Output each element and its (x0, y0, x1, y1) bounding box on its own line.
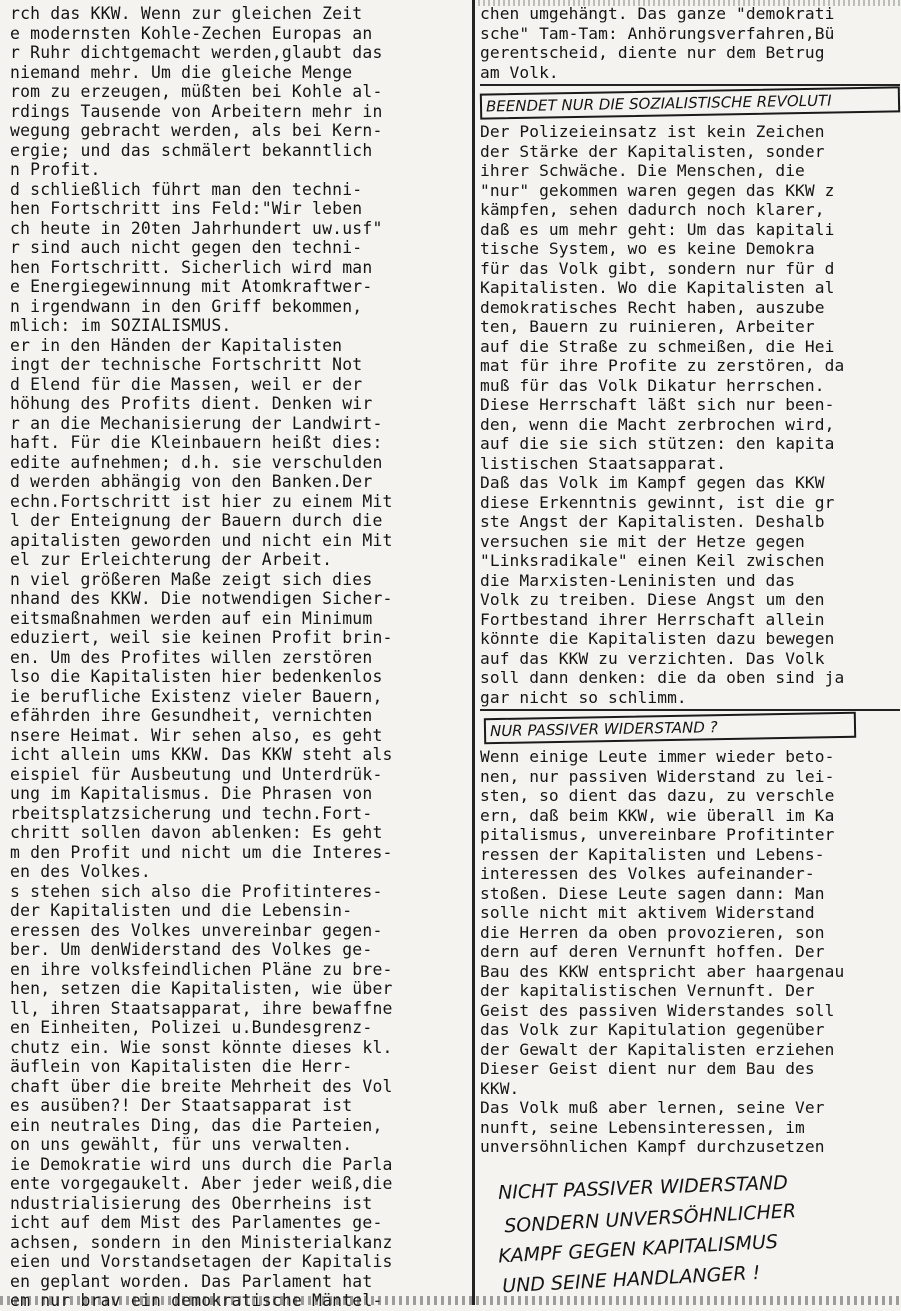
text-line: der Stärke der Kapitalisten, sonder (480, 141, 825, 161)
text-line: ung im Kapitalismus. Die Phrasen von (10, 784, 373, 803)
text-line: en ihre volksfeindlichen Pläne zu bre- (10, 959, 393, 979)
text-line: listischen Staatsapparat. (480, 453, 727, 473)
text-line: chaft über die breite Mehrheit des Vol (10, 1076, 393, 1096)
slogan-line: KAMPF GEGEN KAPITALISMUS (497, 1230, 779, 1268)
text-line: ste Angst der Kapitalisten. Deshalb (480, 512, 825, 531)
text-line: hen Fortschritt. Sicherlich wird man (10, 257, 373, 277)
text-line: Das Volk muß aber lernen, seine Ver (480, 1098, 825, 1117)
column-divider (472, 0, 475, 1305)
text-line: die Herren da oben provozieren, son (480, 922, 825, 942)
text-line: solle nicht mit aktivem Widerstand (480, 903, 815, 922)
text-line: ll, ihren Staatsapparat, ihre bewaffne (10, 998, 393, 1018)
text-line: rbeitsplatzsicherung und techn.Fort- (10, 803, 373, 823)
text-line: on uns gewählt, für uns verwalten. (10, 1135, 353, 1154)
text-line: niemand mehr. Um die gleiche Menge (10, 62, 353, 82)
text-line: Kapitalisten. Wo die Kapitalisten al (480, 278, 835, 297)
text-line: der Gewalt der Kapitalisten erziehen (480, 1039, 835, 1059)
text-line: höhung des Profits dient. Denken wir (10, 394, 373, 413)
text-line: ingt der technische Fortschritt Not (10, 355, 363, 374)
section-heading-passive-resistance: NUR PASSIVER WIDERSTAND ? (484, 712, 856, 744)
text-line: hen, setzen die Kapitalisten, wie über (10, 979, 393, 998)
text-line: eressen des Volkes unvereinbar gegen- (10, 920, 383, 940)
text-line: Fortbestand ihrer Herrschaft allein (480, 609, 825, 629)
text-line: kämpfen, sehen dadurch noch klarer, (480, 200, 825, 219)
text-line: interessen des Volkes aufeinander- (480, 864, 815, 883)
text-line: ie berufliche Existenz vieler Bauern, (10, 686, 383, 706)
text-line: ihrer Schwäche. Die Menschen, die (480, 161, 805, 180)
text-line: Geist des passiven Widerstandes soll (480, 1000, 835, 1020)
text-line: daß es um mehr geht: Um das kapitali (480, 219, 835, 239)
text-line: e modernsten Kohle-Zechen Europas an (10, 23, 373, 43)
left-column (10, 4, 468, 1310)
text-line: soll dann denken: die da oben sind ja (480, 668, 845, 687)
text-line: achsen, sondern in den Ministerialkanz (10, 1232, 393, 1252)
section-heading-revolution: BEENDET NUR DIE SOZIALISTISCHE REVOLUTI (480, 86, 900, 119)
text-line: d Elend für die Massen, weil er der (10, 374, 363, 394)
text-line: icht auf dem Mist des Parlamentes ge- (10, 1213, 383, 1232)
text-line: l der Enteignung der Bauern durch die (10, 511, 383, 530)
section-passive-resistance-body (480, 747, 900, 1157)
text-line: die Marxisten-Leninisten und das (480, 570, 796, 590)
text-line: eitsmaßnahmen werden auf ein Minimum (10, 608, 373, 628)
text-line: pitalismus, unvereinbare Profitinter (480, 825, 835, 844)
text-line: "nur" gekommen waren gegen das KKW z (480, 180, 835, 200)
text-line: ndustrialisierung des Oberrheins ist (10, 1193, 373, 1213)
text-line: rdings Tausende von Arbeitern mehr in (10, 101, 383, 121)
text-line: Wenn einige Leute immer wieder beto- (480, 747, 835, 766)
section-rule (480, 709, 900, 711)
text-line: r Ruhr dichtgemacht werden,glaubt das (10, 43, 383, 62)
text-line: eduziert, weil sie keinen Profit brin- (10, 628, 393, 647)
section-revolution-body (480, 122, 900, 707)
text-line: Dieser Geist dient nur dem Bau des (480, 1059, 815, 1078)
text-line: "Linksradikale" einen Keil zwischen (480, 551, 825, 570)
text-line: dern auf deren Vernunft hoffen. Der (480, 942, 825, 961)
text-line: ern, daß beim KKW, wie überall im Ka (480, 805, 835, 825)
text-line: es ausüben?! Der Staatsapparat ist (10, 1096, 353, 1115)
text-line: wegung gebracht werden, als bei Kern- (10, 121, 383, 140)
text-line: d schließlich führt man den techni- (10, 179, 363, 199)
text-line: r sind auch nicht gegen den techni- (10, 238, 363, 257)
text-line: rom zu erzeugen, müßten bei Kohle al- (10, 82, 383, 101)
slogan-line: UND SEINE HANDLANGER ! (501, 1261, 761, 1297)
text-line: demokratisches Recht haben, auszube (480, 297, 825, 317)
text-line: versuchen sie mit der Hetze gegen (480, 531, 805, 551)
text-line: sten, so dient das dazu, zu verschle (480, 786, 835, 805)
text-line: auf das KKW zu verzichten. Das Volk (480, 648, 825, 668)
text-line: sche" Tam-Tam: Anhörungsverfahren,Bü (480, 23, 835, 43)
text-line: eispiel für Ausbeutung und Unterdrük- (10, 764, 383, 784)
text-line: Daß das Volk im Kampf gegen das KKW (480, 473, 825, 492)
text-line: Diese Herrschaft läßt sich nur been- (480, 395, 835, 414)
text-line: chen umgehängt. Das ganze "demokrati (480, 4, 835, 23)
text-line: KKW. (480, 1078, 520, 1098)
text-line: der kapitalistischen Vernunft. Der (480, 981, 815, 1000)
text-line: nsere Heimat. Wir sehen also, es geht (10, 725, 383, 745)
text-line: n Profit. (10, 160, 101, 179)
text-line: r an die Mechanisierung der Landwirt- (10, 413, 383, 433)
text-line: für das Volk gibt, sondern nur für d (480, 258, 835, 278)
text-line: echn.Fortschritt ist hier zu einem Mit (10, 491, 393, 511)
text-line: haft. Für die Kleinbauern heißt dies: (10, 433, 383, 452)
text-line: das Volk zur Kapitulation gegenüber (480, 1020, 825, 1039)
text-line: stoßen. Diese Leute sagen dann: Man (480, 883, 825, 903)
text-line: nen, nur passiven Widerstand zu lei- (480, 766, 835, 786)
text-line: nhand des KKW. Die notwendigen Sicher- (10, 589, 393, 608)
text-line: ten, Bauern zu ruinieren, Arbeiter (480, 317, 815, 336)
text-line: m den Profit und nicht um die Interes- (10, 842, 393, 862)
text-line: auf die sie sich stützen: den kapita (480, 434, 835, 453)
text-line: Bau des KKW entspricht aber haargenau (480, 961, 845, 981)
text-line: en geplant worden. Das Parlament hat (10, 1271, 373, 1291)
text-line: e Energiegewinnung mit Atomkraftwer- (10, 277, 373, 296)
slogan-line: SONDERN UNVERSÖHNLICHER (503, 1199, 797, 1237)
text-line: ie Demokratie wird uns durch die Parla (10, 1154, 393, 1174)
text-line: er in den Händen der Kapitalisten (10, 335, 343, 355)
text-line: gerentscheid, diente nur dem Betrug (480, 43, 825, 62)
text-line: Volk zu treiben. Diese Angst um den (480, 590, 825, 609)
text-line: der Kapitalisten und die Lebensin- (10, 901, 353, 920)
text-line: apitalisten geworden und nicht ein Mit (10, 530, 393, 550)
text-line: ente vorgegaukelt. Aber jeder weiß,die (10, 1174, 393, 1193)
text-line: Der Polizeieinsatz ist kein Zeichen (480, 122, 825, 141)
text-line: efährden ihre Gesundheit, vernichten (10, 706, 373, 725)
text-line: eien und Vorstandsetagen der Kapitalis (10, 1252, 393, 1271)
text-line: könnte die Kapitalisten dazu bewegen (480, 629, 835, 648)
text-line: n viel größeren Maße zeigt sich dies (10, 569, 373, 589)
handwritten-slogan (480, 1171, 900, 1297)
text-line: ber. Um denWiderstand des Volkes ge- (10, 940, 373, 959)
section-rule (480, 84, 900, 86)
text-line: mat für ihre Profite zu zerstören, da (480, 356, 845, 375)
text-line: ein neutrales Ding, das die Parteien, (10, 1115, 383, 1135)
text-line: lso die Kapitalisten hier bedenkenlos (10, 667, 383, 686)
text-line: rch das KKW. Wenn zur gleichen Zeit (10, 4, 363, 23)
scan-edge-bottom (0, 1296, 900, 1305)
text-line: el zur Erleichterung der Arbeit. (10, 550, 333, 569)
text-line: d werden abhängig von den Banken.Der (10, 472, 373, 491)
text-line: en Einheiten, Polizei u.Bundesgrenz- (10, 1018, 373, 1037)
text-line: edite aufnehmen; d.h. sie verschulden (10, 452, 383, 472)
text-line: muß für das Volk Dikatur herrschen. (480, 375, 825, 395)
text-line: den, wenn die Macht zerbrochen wird, (480, 414, 835, 434)
text-line: ergie; und das schmälert bekanntlich (10, 140, 373, 160)
text-line: äuflein von Kapitalisten die Herr- (10, 1057, 353, 1076)
right-column-intro (480, 4, 900, 82)
text-line: ressen der Kapitalisten und Lebens- (480, 844, 825, 864)
text-line: unversöhnlichen Kampf durchzusetzen (480, 1137, 825, 1156)
text-line: nunft, seine Lebensinteressen, im (480, 1117, 805, 1137)
slogan-line: NICHT PASSIVER WIDERSTAND (497, 1171, 789, 1204)
text-line: s stehen sich also die Profitinteres- (10, 881, 383, 901)
text-line: em nur brav ein demokratische Mäntel- (10, 1291, 383, 1310)
text-line: en. Um des Profites willen zerstören (10, 647, 373, 667)
text-line: n irgendwann in den Griff bekommen, (10, 296, 363, 316)
text-line: chutz ein. Wie sonst könnte dieses kl. (10, 1037, 393, 1057)
text-line: en des Volkes. (10, 862, 151, 881)
text-line: ch heute in 20ten Jahrhundert uw.usf" (10, 218, 383, 238)
text-line: icht allein ums KKW. Das KKW steht als (10, 745, 393, 764)
text-line: diese Erkenntnis gewinnt, ist die gr (480, 492, 835, 512)
text-line: auf die Straße zu schmeißen, die Hei (480, 336, 835, 356)
text-line: gar nicht so schlimm. (480, 687, 687, 707)
text-line: tische System, wo es keine Demokra (480, 239, 815, 258)
right-column (480, 4, 900, 1300)
text-line: am Volk. (480, 62, 559, 82)
text-line: hen Fortschritt ins Feld:"Wir leben (10, 199, 363, 218)
text-line: chritt sollen davon ablenken: Es geht (10, 823, 383, 842)
text-line: mlich: im SOZIALISMUS. (10, 316, 232, 335)
